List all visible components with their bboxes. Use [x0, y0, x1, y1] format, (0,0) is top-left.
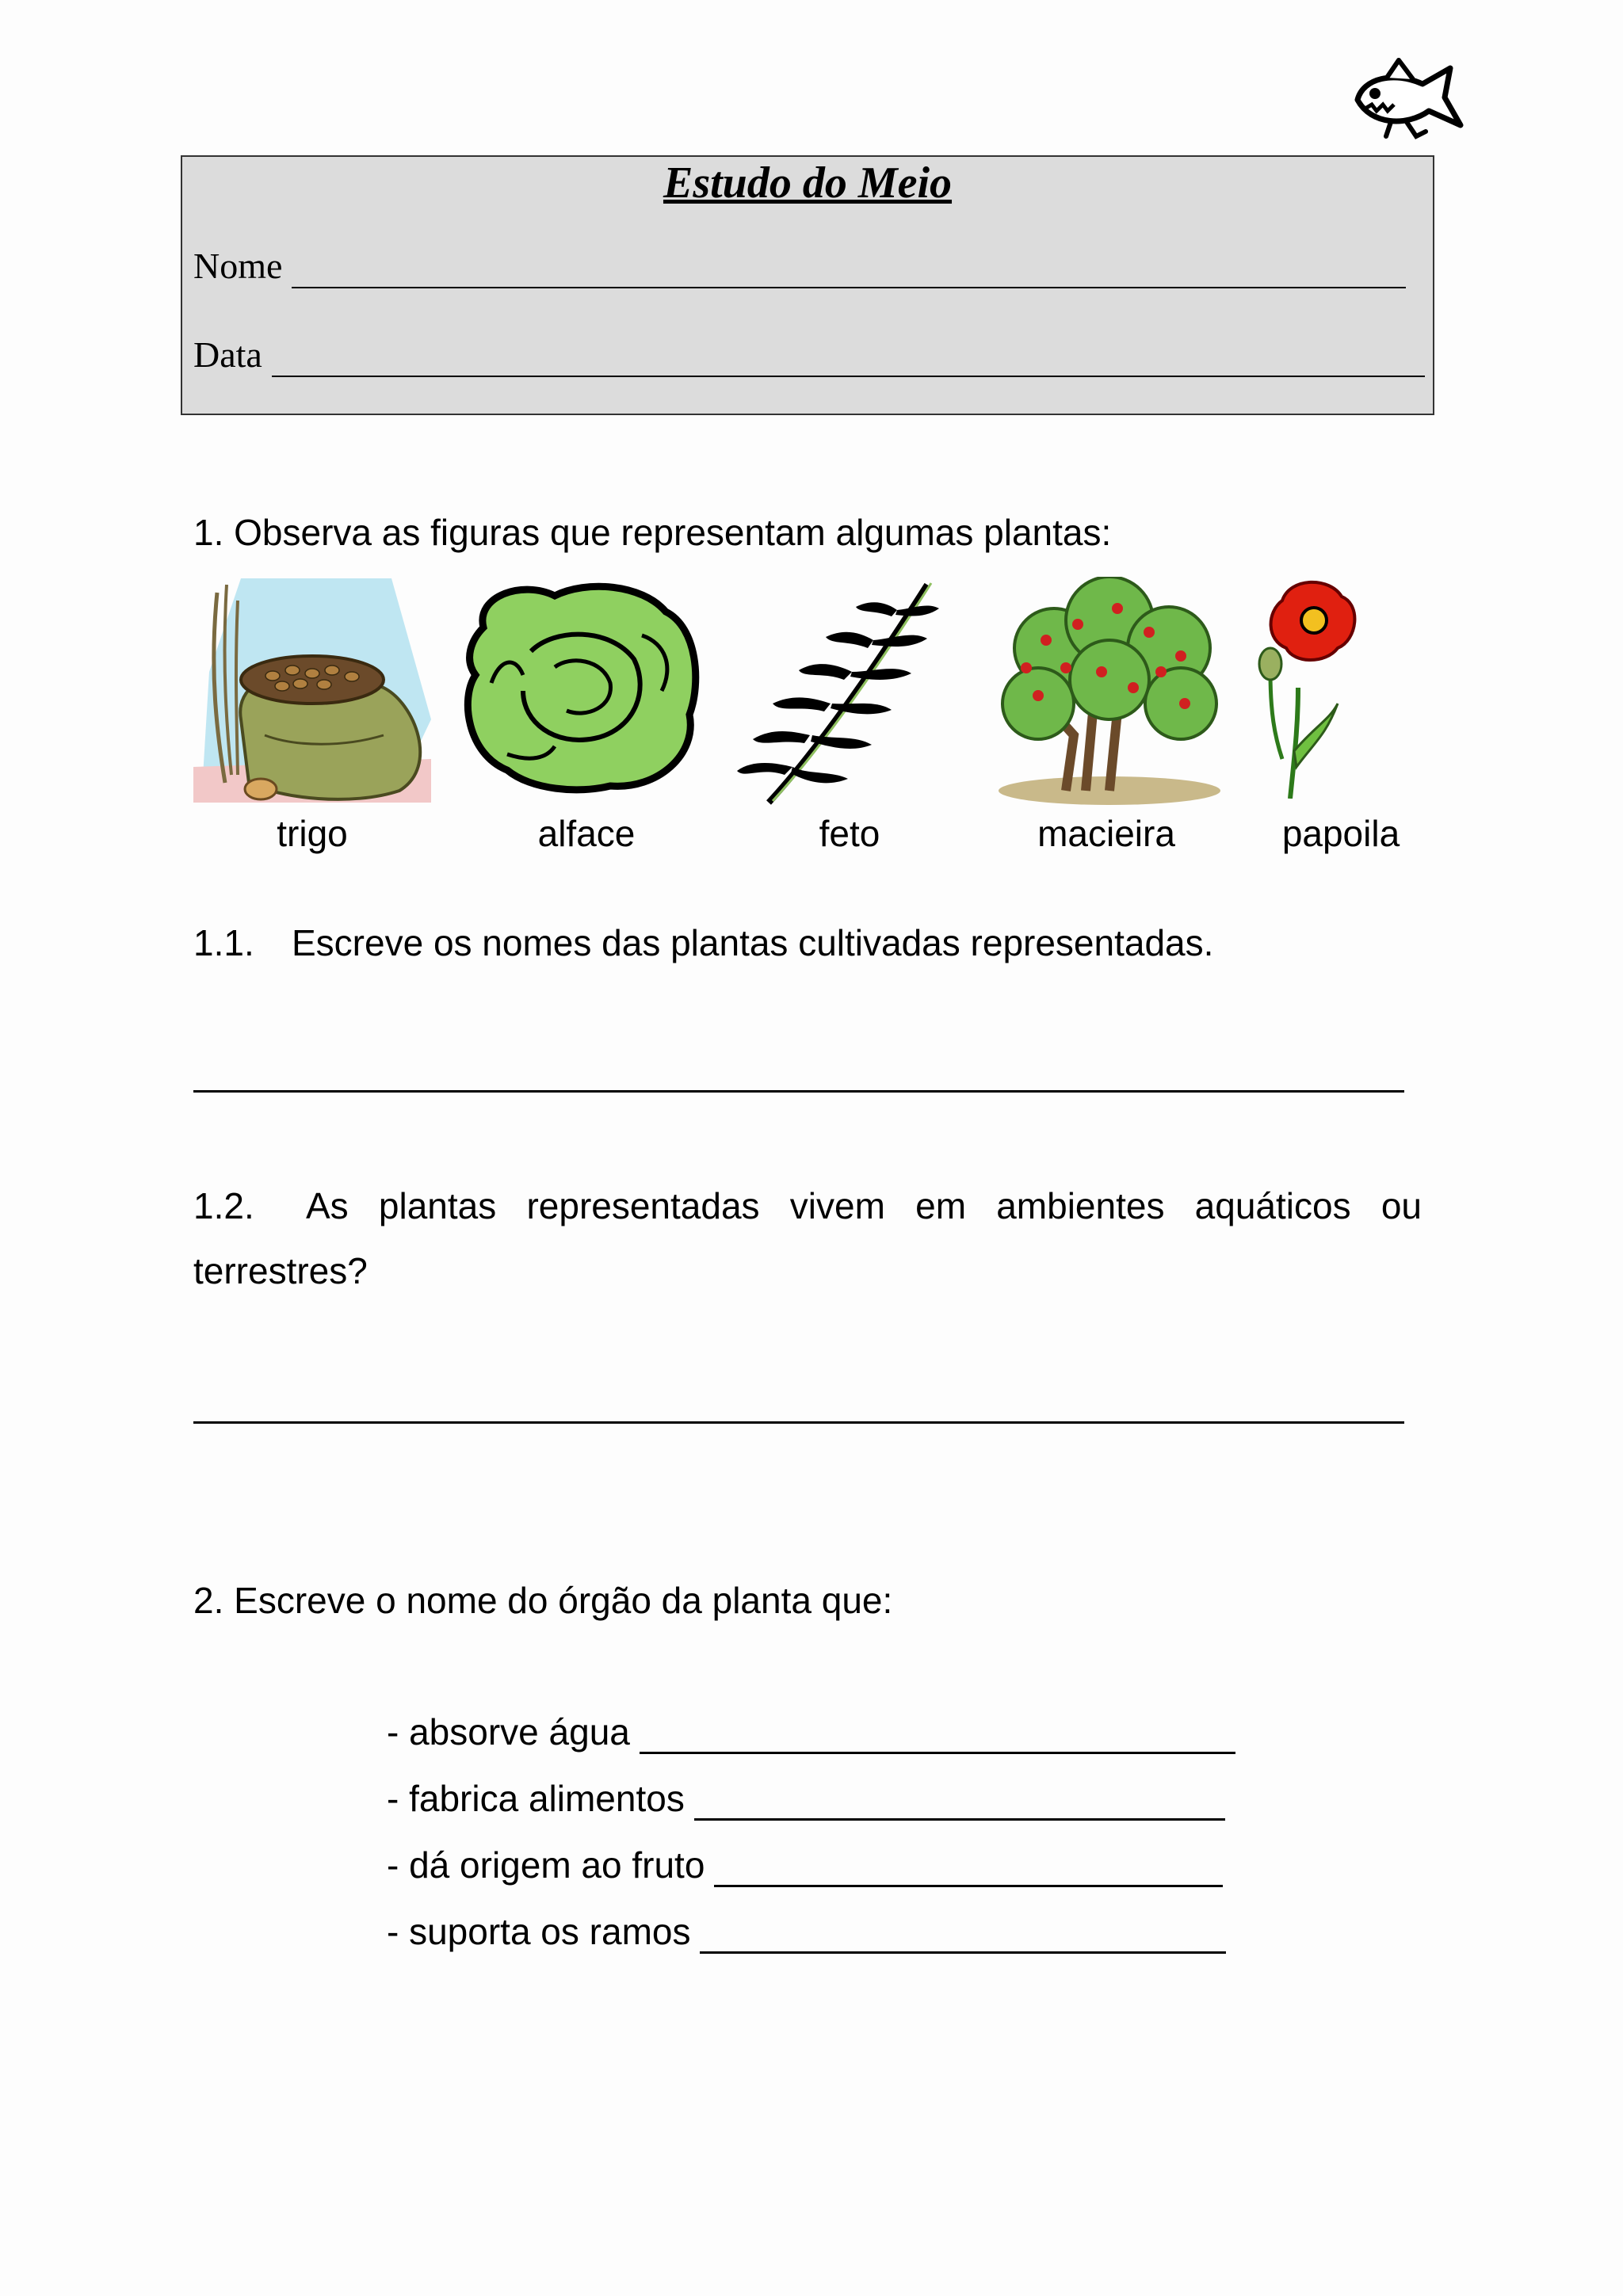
fish-icon: [1343, 54, 1470, 141]
page-title: Estudo do Meio: [663, 158, 953, 208]
organ-item-label: - suporta os ramos: [387, 1911, 691, 1952]
question-1-2-answer-line[interactable]: [193, 1421, 1404, 1424]
date-label: Data: [193, 334, 262, 375]
plant-label-trigo: trigo: [277, 813, 348, 854]
question-1-2-text-line1: As plantas representadas vivem em ambientes aquáticos ou: [306, 1185, 1422, 1226]
organ-item[interactable]: [387, 1843, 1223, 1887]
organ-answer-line[interactable]: [700, 1917, 1226, 1954]
organ-answer-line[interactable]: [714, 1850, 1223, 1887]
question-1-2-number: 1.2.: [193, 1185, 254, 1226]
fern-icon: [737, 577, 967, 807]
organ-item-label: - fabrica alimentos: [387, 1778, 685, 1819]
organ-item-label: - absorve água: [387, 1711, 630, 1753]
date-field[interactable]: [193, 333, 1425, 377]
name-answer-line[interactable]: [292, 255, 1406, 288]
question-1-1-number: 1.1.: [193, 922, 254, 963]
plant-label-feto: feto: [819, 813, 880, 854]
date-answer-line[interactable]: [272, 344, 1425, 377]
plant-label-macieira: macieira: [1037, 813, 1175, 854]
organ-answer-line[interactable]: [640, 1717, 1235, 1754]
organ-item[interactable]: [387, 1776, 1225, 1821]
question-1-2-text-line2: terrestres?: [193, 1250, 368, 1291]
question-1-prompt: 1. Observa as figuras que representam algumas plantas:: [193, 512, 1112, 553]
plant-label-alface: alface: [537, 813, 636, 854]
question-2-prompt: 2. Escreve o nome do órgão da planta que:: [193, 1580, 893, 1621]
name-label: Nome: [193, 246, 283, 286]
question-1-1-text: Escreve os nomes das plantas cultivadas representadas.: [292, 922, 1214, 963]
apple-tree-icon: [991, 577, 1228, 807]
lettuce-icon: [460, 580, 705, 794]
wheat-sack-icon: [193, 577, 431, 807]
organ-item[interactable]: [387, 1909, 1226, 1954]
name-field[interactable]: [193, 244, 1406, 288]
plant-label-papoila: papoila: [1281, 813, 1400, 854]
organ-item-label: - dá origem ao fruto: [387, 1844, 705, 1886]
organ-item[interactable]: [387, 1710, 1235, 1754]
organ-answer-line[interactable]: [694, 1783, 1225, 1821]
poppy-icon: [1251, 577, 1361, 799]
question-1-1-answer-line[interactable]: [193, 1090, 1404, 1093]
